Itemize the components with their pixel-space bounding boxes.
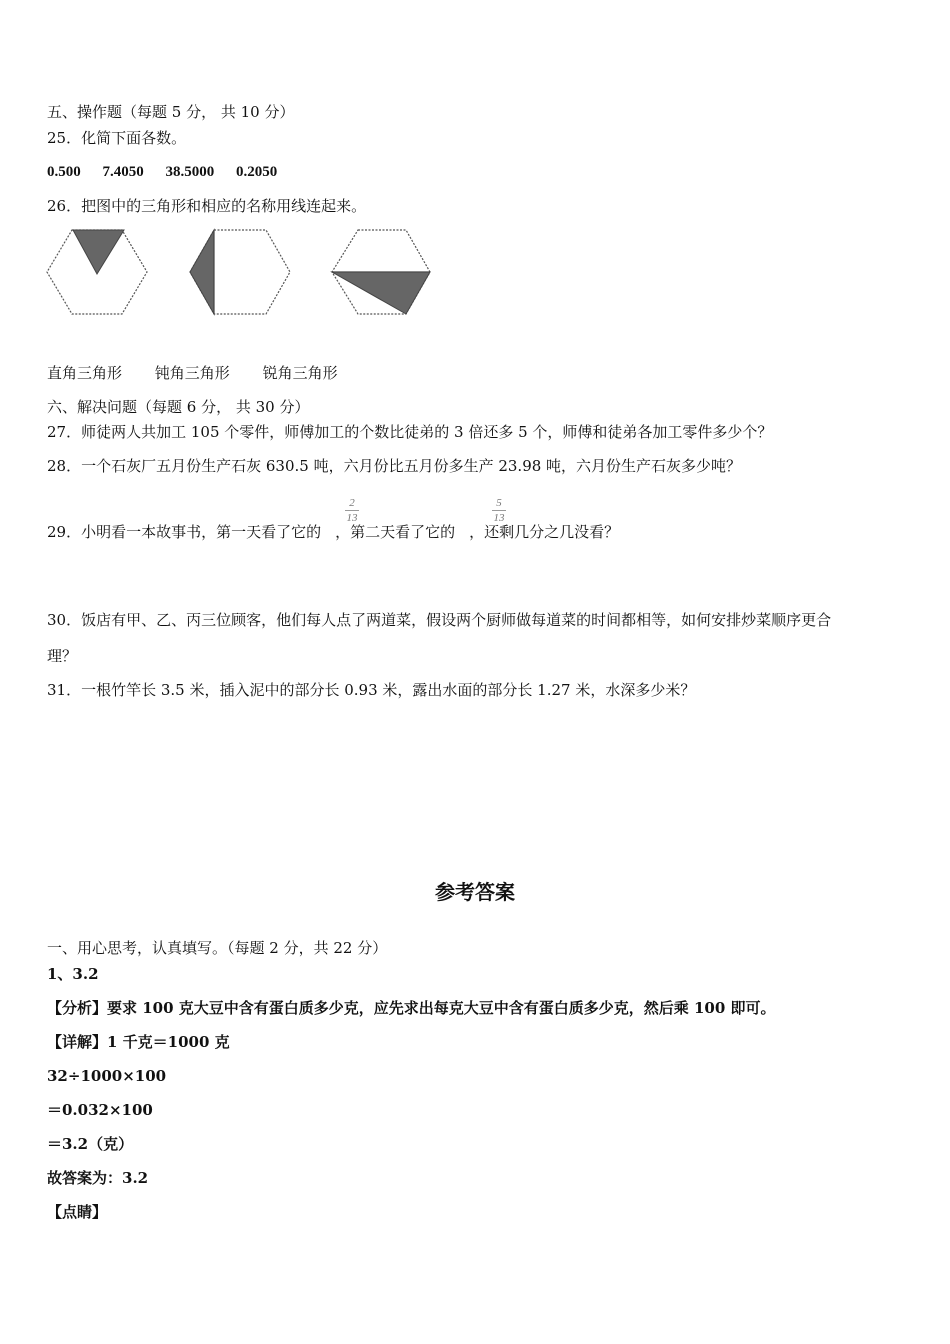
answer-comment: 【点睛】 bbox=[47, 1203, 108, 1221]
question-29 bbox=[47, 522, 619, 542]
fraction-bar bbox=[345, 510, 359, 511]
question-31: 31．一根竹竿长 3.5 米，插入泥中的部分长 0.93 米，露出水面的部分长 1.27 米，水深多少米？ bbox=[47, 681, 696, 699]
hexagon-right-triangle bbox=[47, 230, 147, 314]
calc-step-1: 32÷1000×100 bbox=[47, 1067, 167, 1085]
question-25: 25．化简下面各数。 bbox=[47, 129, 187, 147]
q25-numbers bbox=[47, 162, 295, 182]
section5-heading: 五、操作题（每题 5 分， 共 10 分） bbox=[47, 103, 295, 121]
fraction-denominator: 13 bbox=[346, 512, 358, 524]
triangle-labels bbox=[47, 363, 366, 383]
label-acute-triangle: 锐角三角形 bbox=[262, 364, 338, 382]
q25-number: 0.500 bbox=[47, 164, 81, 180]
label-obtuse-triangle: 钝角三角形 bbox=[154, 364, 230, 382]
fraction-5-13 bbox=[492, 497, 506, 524]
fraction-numerator: 2 bbox=[349, 497, 355, 509]
calc-step-2: ＝0.032×100 bbox=[47, 1101, 153, 1119]
hexagon-figures bbox=[40, 222, 440, 322]
hexagon-acute-triangle bbox=[332, 230, 430, 314]
question-26: 26．把图中的三角形和相应的名称用线连起来。 bbox=[47, 197, 367, 215]
answer-conclusion: 故答案为：3.2 bbox=[47, 1169, 149, 1187]
q25-number: 7.4050 bbox=[102, 164, 144, 180]
question-27: 27．师徒两人共加工 105 个零件，师傅加工的个数比徒弟的 3 倍还多 5 个，师傅和徒弟各加工零件多少个？ bbox=[47, 423, 773, 441]
question-28: 28．一个石灰厂五月份生产石灰 630.5 吨，六月份比五月份多生产 23.98 吨，六月份生产石灰多少吨？ bbox=[47, 457, 742, 475]
q29-part1: 29．小明看一本故事书，第一天看了它的 bbox=[47, 523, 322, 541]
answer-detail: 【详解】1 千克＝1000 克 bbox=[47, 1033, 230, 1051]
question-30-line2: 理？ bbox=[47, 647, 78, 665]
answers-title: 参考答案 bbox=[435, 880, 515, 904]
fraction-2-13 bbox=[345, 497, 359, 524]
q29-part2: ，第二天看了它的 bbox=[335, 523, 456, 541]
fraction-bar bbox=[492, 510, 506, 511]
answer-analysis: 【分析】要求 100 克大豆中含有蛋白质多少克，应先求出每克大豆中含有蛋白质多少克，然后乘 100 即可。 bbox=[47, 999, 776, 1017]
fraction-numerator: 5 bbox=[496, 497, 502, 509]
q29-part3: ，还剩几分之几没看？ bbox=[469, 523, 620, 541]
calc-step-3: ＝3.2（克） bbox=[47, 1135, 134, 1153]
q25-number: 38.5000 bbox=[165, 164, 215, 180]
q25-number: 0.2050 bbox=[236, 164, 278, 180]
section6-heading: 六、解决问题（每题 6 分， 共 30 分） bbox=[47, 398, 310, 416]
hexagon-obtuse-triangle bbox=[190, 230, 290, 314]
answer-1: 1、3.2 bbox=[47, 965, 99, 983]
answers-section1-heading: 一、用心思考，认真填写。（每题 2 分，共 22 分） bbox=[47, 939, 388, 957]
label-right-triangle: 直角三角形 bbox=[47, 364, 123, 382]
fraction-denominator: 13 bbox=[493, 512, 505, 524]
question-30-line1: 30．饭店有甲、乙、丙三位顾客，他们每人点了两道菜，假设两个厨师做每道菜的时间都相等，如何安排炒菜顺序更合 bbox=[47, 611, 832, 629]
